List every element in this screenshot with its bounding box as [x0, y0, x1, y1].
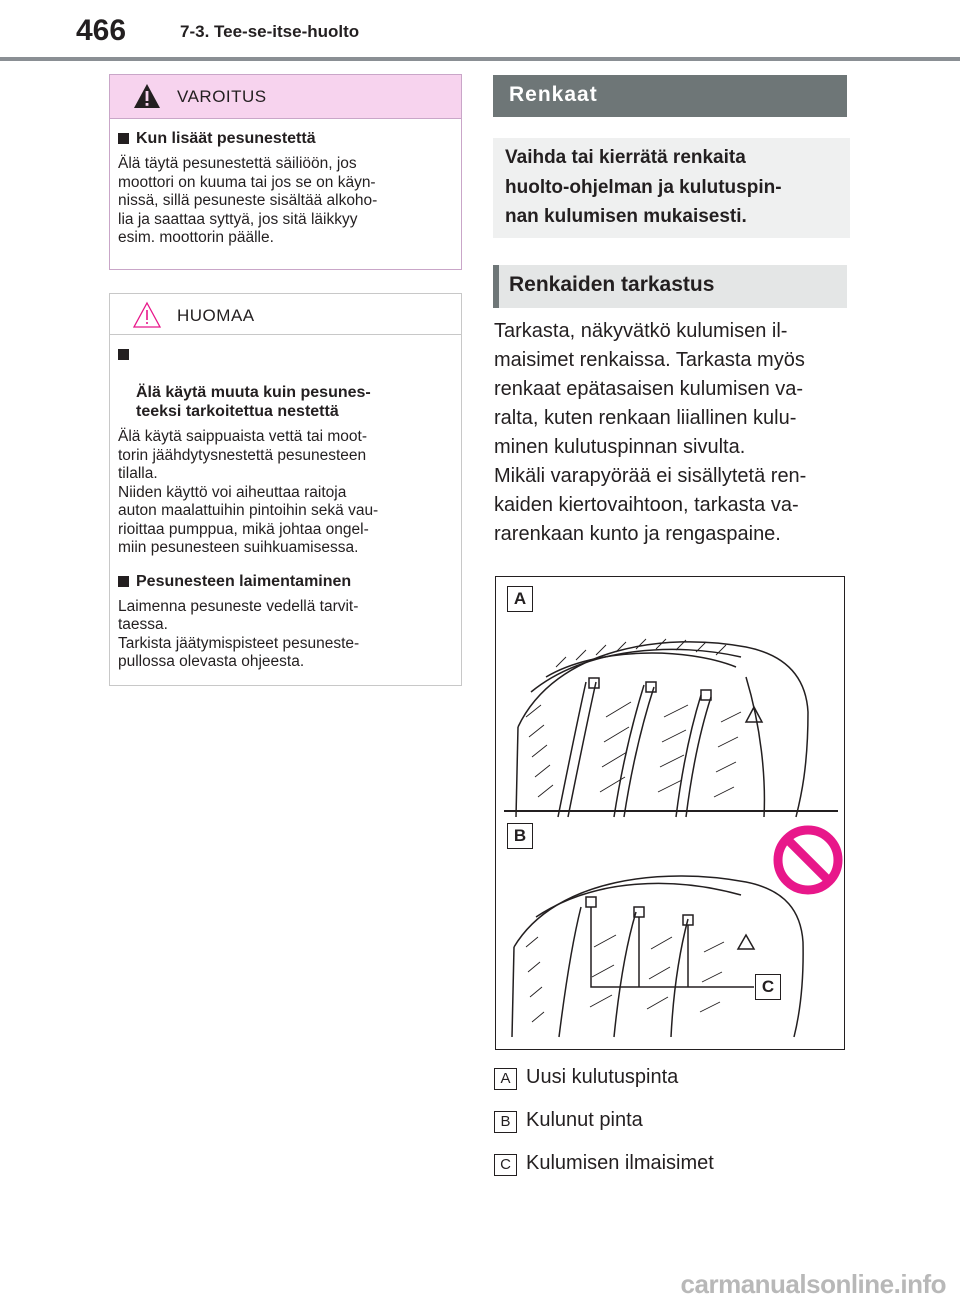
- square-bullet-icon: [118, 576, 129, 587]
- notice-subheading: Älä käytä muuta kuin pesunes- teeksi tarkoitettua nestettä: [118, 345, 453, 421]
- legend-text: Kulumisen ilmaisimet: [526, 1152, 714, 1174]
- notice-box: [109, 293, 462, 686]
- section-summary: [493, 138, 850, 238]
- watermark: carmanualsonline.info: [680, 1269, 946, 1299]
- warning-text: Älä täytä pesunestettä säiliöön, jos moottori on kuuma tai jos se on käyn- nissä, sillä pesuneste sisältää alkoho- lia ja saattaa syttyä, jos sitä läikkyy esim. moottorin päälle.: [118, 155, 378, 246]
- notice-text: Laimenna pesuneste vedellä tarvit- taessa. Tarkista jäätymispisteet pesuneste- pullossa olevasta ohjeesta.: [118, 597, 360, 670]
- notice-text: Älä käytä saippuaista vettä tai moot- torin jäähdytysnestettä pesunesteen tilalla. Niiden käyttö voi aiheuttaa raitoja auton maalattuihin pintoihin sekä vau- rioittaa pumppua, mikä johtaa ongel- miin pesunesteen suihkuamisessa.: [118, 428, 379, 556]
- warning-box: [109, 74, 462, 270]
- subsection-title: Renkaiden tarkastus: [509, 273, 715, 296]
- legend-key: A: [494, 1068, 517, 1090]
- notice-header: [110, 294, 461, 335]
- figure-label-c: C: [755, 974, 781, 1000]
- subsection-title-bar: [493, 265, 847, 308]
- warning-header: [110, 75, 461, 119]
- warning-triangle-icon: [132, 82, 162, 110]
- warning-title: VAROITUS: [177, 87, 267, 106]
- section-title-bar: [493, 75, 847, 117]
- body-text: Tarkasta, näkyvätkö kulumisen il- maisimet renkaissa. Tarkasta myös renkaat epätasaisen kulumisen va- ralta, kuten renkaan liiallinen kulu- minen kulutuspinnan sivulta. Mikäli varapyörää ei sisällytetä ren- kaiden kiertovaihtoon, tarkasta va- rarenkaan kunto ja rengaspaine.: [494, 320, 807, 545]
- page-number: 466: [76, 14, 127, 47]
- section-title: Renkaat: [509, 83, 598, 106]
- notice-subheading: Pesunesteen laimentaminen: [118, 572, 453, 591]
- square-bullet-icon: [118, 349, 129, 360]
- figure-label-a: A: [507, 586, 533, 612]
- tire-illustration: [496, 577, 844, 1049]
- chapter-title: 7-3. Tee-se-itse-huolto: [180, 22, 360, 41]
- legend-key: B: [494, 1111, 517, 1133]
- legend-key: C: [494, 1154, 517, 1176]
- header-divider: [0, 57, 960, 61]
- warning-subheading: Kun lisäät pesunestettä: [118, 129, 453, 148]
- summary-text: Vaihda tai kierrätä renkaita huolto-ohjelman ja kulutuspin- nan kulumisen mukaisesti.: [505, 147, 782, 227]
- notice-title: HUOMAA: [177, 306, 255, 325]
- legend-text: Uusi kulutuspinta: [526, 1066, 679, 1088]
- prohibited-icon: [778, 830, 838, 890]
- page-header: [0, 0, 960, 62]
- tire-wear-figure: [495, 576, 845, 1050]
- legend-text: Kulunut pinta: [526, 1109, 643, 1131]
- figure-label-b: B: [507, 823, 533, 849]
- caution-triangle-icon: [132, 301, 162, 329]
- square-bullet-icon: [118, 133, 129, 144]
